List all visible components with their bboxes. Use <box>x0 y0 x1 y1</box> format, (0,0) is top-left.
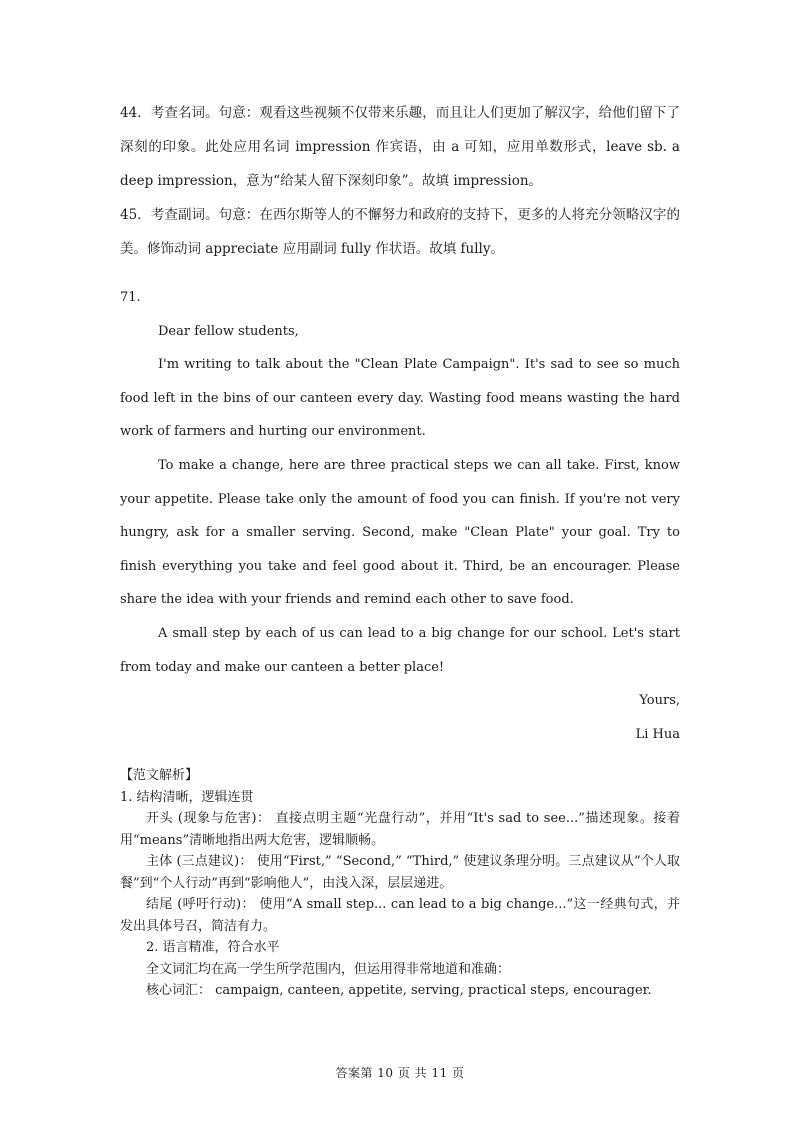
analysis-detail: 结尾 (呼吁行动)： 使用“A small step... can lead to a big change...”这一经典句式，并发出具体号召，简洁有力。 <box>120 897 680 934</box>
analysis-detail: 全文词汇均在高一学生所学范围内，但运用得非常地道和准确： <box>146 961 511 977</box>
answer-45: 45．考查副词。句意：在西尔斯等人的不懈努力和政府的支持下，更多的人将充分领略汉字的美。修饰动词 appreciate 应用副词 fully 作状语。故填 fully。 <box>120 207 680 257</box>
essay-closing: Yours, <box>639 693 680 709</box>
essay-greeting: Dear fellow students, <box>158 323 299 339</box>
essay-paragraph: I'm writing to talk about the "Clean Plate Campaign". It's sad to see so much food left in the bins of our canteen every day. Wasting food means wasting the hard work of farmers and hurting our environment. <box>120 357 680 440</box>
analysis-detail: 开头 (现象与危害)： 直接点明主题“光盘行动”，并用“It's sad to see...”描述现象。接着用“means”清晰地指出两大危害，逻辑顺畅。 <box>120 811 680 848</box>
analysis-heading: 【范文解析】 <box>120 768 199 783</box>
essay-signature: Li Hua <box>635 726 680 742</box>
analysis-point-title: 1. 结构清晰，逻辑连贯 <box>120 789 254 805</box>
essay-paragraph: To make a change, here are three practical steps we can all take. First, know your appetite. Please take only the amount of food you can finish. If you're not very hungry, ask for a smaller serving. Second, make "Clean Plate" your goal. Try to finish everything you take and feel good about it. Third, be an encourager. Please share the idea with your friends and remind each other to save food. <box>120 457 680 608</box>
analysis-point-title: 2. 语言精准，符合水平 <box>146 940 280 955</box>
analysis-detail: 主体 (三点建议)： 使用“First,” “Second,” “Third,” 使建议条理分明。三点建议从“个人取餐”到“个人行动”再到“影响他人”，由浅入深，层层递进。 <box>120 854 680 891</box>
essay-analysis <box>120 765 680 1002</box>
page-footer: 答案第 10 页 共 11 页 <box>335 1066 465 1080</box>
answer-44: 44．考查名词。句意：观看这些视频不仅带来乐趣，而且让人们更加了解汉字，给他们留下了深刻的印象。此处应用名词 impression 作宾语，由 a 可知，应用单数形式，leave sb. a deep impression，意为“给某人留下深刻印象”。故填 impression。 <box>120 105 680 189</box>
answer-explanations <box>120 96 680 266</box>
question-number: 71. <box>120 290 141 305</box>
model-essay <box>120 281 680 751</box>
analysis-detail: 核心词汇： campaign, canteen, appetite, serving, practical steps, encourager. <box>146 983 652 998</box>
essay-paragraph: A small step by each of us can lead to a big change for our school. Let's start from today and make our canteen a better place! <box>120 625 680 675</box>
